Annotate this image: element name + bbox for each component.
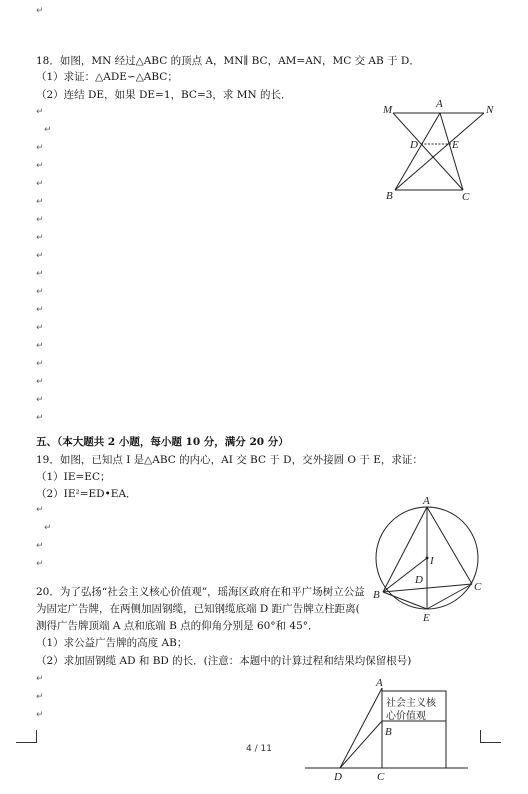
paragraph-mark: ↵ bbox=[36, 323, 44, 333]
paragraph-mark: ↵ bbox=[36, 710, 44, 720]
q19-part1: （1）IE=EC； bbox=[36, 471, 111, 483]
paragraph-mark: ↵ bbox=[36, 287, 44, 297]
q20-label-C: C bbox=[377, 771, 385, 783]
q19-label-B: B bbox=[373, 589, 380, 601]
q18-label-B: B bbox=[386, 190, 393, 202]
paragraph-mark: ↵ bbox=[44, 523, 52, 533]
paragraph-mark: ↵ bbox=[36, 251, 44, 261]
paragraph-mark: ↵ bbox=[36, 269, 44, 279]
q19-part2: （2）IE²=ED•EA． bbox=[36, 488, 137, 500]
paragraph-mark: ↵ bbox=[36, 305, 44, 315]
paragraph-mark: ↵ bbox=[36, 143, 44, 153]
paragraph-mark: ↵ bbox=[36, 6, 44, 16]
q18-label-N: N bbox=[486, 104, 494, 116]
paragraph-mark: ↵ bbox=[36, 215, 44, 225]
paragraph-mark: ↵ bbox=[36, 161, 44, 171]
page-corner-right bbox=[480, 730, 501, 743]
paragraph-mark: ↵ bbox=[36, 395, 44, 405]
q19-label-D: D bbox=[415, 574, 423, 586]
q20-line3: 测得广告牌顶端 A 点和底端 B 点的仰角分别是 60°和 45°． bbox=[36, 620, 319, 632]
q18-part1: （1）求证：△ADE∽△ABC； bbox=[36, 71, 178, 83]
paragraph-mark: ↵ bbox=[36, 233, 44, 243]
q20-label-D: D bbox=[334, 771, 342, 783]
q20-line2: 为固定广告牌，在两侧加固钢缆，已知钢缆底端 D 距广告牌立柱距离( bbox=[36, 603, 360, 615]
paragraph-mark: ↵ bbox=[36, 559, 44, 569]
q19-title: 19．如图，已知点 I 是△ABC 的内心，AI 交 BC 于 D，交外接圆 O 于 E，求证： bbox=[36, 454, 423, 466]
paragraph-mark: ↵ bbox=[36, 413, 44, 423]
q20-label-A: A bbox=[376, 677, 383, 689]
q18-label-E: E bbox=[452, 139, 459, 151]
q20-sign-line2: 心价值观 bbox=[386, 711, 426, 722]
paragraph-mark: ↵ bbox=[36, 505, 44, 515]
paragraph-mark: ↵ bbox=[36, 377, 44, 387]
q20-part2: （2）求加固钢缆 AD 和 BD 的长．(注意：本题中的计算过程和结果均保留根号) bbox=[36, 655, 412, 667]
q18-label-D: D bbox=[410, 139, 418, 151]
q18-title: 18．如图，MN 经过△ABC 的顶点 A，MN∥ BC，AM=AN，MC 交 AB 于 D． bbox=[36, 55, 420, 67]
section-five-heading: 五、（本大题共 2 小题，每小题 10 分，满分 20 分） bbox=[36, 436, 289, 448]
q20-line1: 20．为了弘扬“社会主义核心价值观”，瑶海区政府在和平广场树立公益 bbox=[36, 586, 365, 598]
q18-label-C: C bbox=[462, 191, 470, 203]
q18-label-M: M bbox=[383, 104, 393, 116]
paragraph-mark: ↵ bbox=[36, 341, 44, 351]
q18-label-A: A bbox=[436, 98, 443, 110]
paragraph-mark: ↵ bbox=[36, 179, 44, 189]
page-corner-left bbox=[16, 730, 37, 743]
page-number: 4 / 11 bbox=[246, 744, 272, 754]
paragraph-mark: ↵ bbox=[36, 692, 44, 702]
q19-label-A: A bbox=[423, 495, 430, 507]
q20-part1: （1）求公益广告牌的高度 AB； bbox=[36, 637, 188, 649]
q20-sign-line1: 社会主义核 bbox=[386, 698, 436, 709]
q20-label-B: B bbox=[385, 726, 392, 738]
paragraph-mark: ↵ bbox=[36, 197, 44, 207]
q19-label-C: C bbox=[474, 581, 482, 593]
paragraph-mark: ↵ bbox=[36, 674, 44, 684]
q19-label-E: E bbox=[423, 612, 430, 624]
paragraph-mark: ↵ bbox=[36, 359, 44, 369]
paragraph-mark: ↵ bbox=[36, 107, 44, 117]
q19-label-I: I bbox=[430, 555, 434, 567]
paragraph-mark: ↵ bbox=[44, 125, 52, 135]
q18-part2: （2）连结 DE，如果 DE=1，BC=3，求 MN 的长． bbox=[36, 89, 292, 101]
paragraph-mark: ↵ bbox=[36, 541, 44, 551]
